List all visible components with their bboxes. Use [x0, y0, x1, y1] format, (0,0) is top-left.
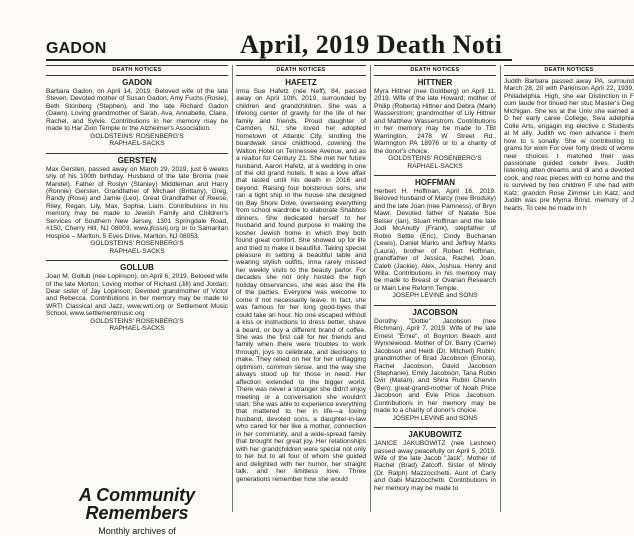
column-label: DEATH NOTICES: [236, 65, 366, 76]
notice-divider: [46, 153, 228, 154]
running-head: GADON: [46, 40, 107, 57]
notice-body: Irma Sue Hafetz (née Neff), 84, passed away on April 10th, 2019, surrounded by children and grandchildren. She was a lifelong center of gravity for the life of her family and friends. Proud daughter of Camden, NJ, she loved her adopted hometown of Atlantic City, strolling the boardwalk since childhood, cowning the Walton Hotel on Tennessee Avenue, and as a realtor for Century 21. She met her future husband, Aaron Hafetz, at a wedding in one of the old grand hotels. It was a love affair that lasted until his death in 2016 and beyond. Raising four boisterous sons, she ran a tight ship in the house she designed on Bay Shore Drive, overseeing everything from school wardrobe to elaborate Shabbos dinners. She dedicated herself to her husband and found purpose in making the kosher Jewish home in which they both found great comfort. She showed up for life and tried to make it beautiful. Taking special pleasure in setting a beautiful table and wearing stylish outfits, Irma rarely missed her weekly visits to the beauty parlor. For decades she not only hosted the high holiday observances, she was also the life of the parties. Everyone was welcome to come if not necessarily leave. In fact, she was famous for her long good-byes that could take an hour. No one escaped without a kiss or instructions to dress better, shave a beard, or buy a different brand of coffee. She was the first call for her friends and family when there were troubles to work through, joys to celebrate, and decisions to make. They relied on her for her unflagging optimism, common sense, and the way she always stood up for those in need. Her affection extended to the bigger world. There was never a stranger she didn't enjoy meeting or a conversation she wouldn't start. She was able to experience everything that mattered to her in life—a loving husband, devoted sons, a daughter-in-law who cared for her like a mother, connection in her community, and a wide-spread family that brought her great joy. Her relationships with her grandchildren were special not only to her but to all four of whom she guided and delighted with her humor, her straight talk, and her limitless love. Three generations remember how she would: [236, 88, 366, 483]
death-notice: [46, 153, 228, 255]
funeral-home: JOSEPH LEVINE and SONS: [392, 414, 478, 422]
notice-divider: [374, 427, 496, 428]
notice-column-3: [374, 65, 496, 512]
notice-surname: JACOBSON: [412, 307, 458, 317]
funeral-home: GOLDSTEINS' ROSENBERG'S RAPHAEL-SACKS: [388, 155, 482, 170]
notice-surname: HITTNER: [417, 78, 453, 87]
notice-divider: [46, 260, 228, 261]
notice-surname: GADON: [122, 78, 152, 87]
funeral-home: GOLDSTEINS' ROSENBERG'S RAPHAEL-SACKS: [90, 317, 184, 333]
column-label: DEATH NOTICES: [374, 65, 496, 76]
death-notice: [46, 260, 228, 333]
funeral-home: JOSEPH LEVINE and SONS: [392, 292, 478, 300]
funeral-home: GOLDSTEINS' ROSENBERG'S RAPHAEL-SACKS: [90, 132, 184, 148]
death-notice: [374, 78, 496, 170]
death-notice: [46, 78, 228, 148]
notice-body: Myra Hittner (nee Goldberg) on April 11, 2019. Wife of the late Howard; mother of Philip (Roberta) Hittner and Debra (Mark) Wasserstrom; grandmother of Lily Hittner and Matthew Wasserstrom. Contributions in her memory may be made to TBI Warrington, 2478 W Street Rd., Warrington PA 18976 or to a charity of the donor's choice.: [374, 88, 496, 155]
promo-subtitle: Monthly archives of: [98, 526, 176, 536]
notice-body: JANICE JAKUBOWITZ (nee Leshner) passed away peacefully on April 5, 2019. Wife of the late Jacob "Jack". Mother of Rachel (Brad) Zatcoff. Sister of Mindy (Dr. Ralph) Mazzocchetti. Aunt of Carly and Gabi Mazzocchetti. Contributions in her memory may be made to: [374, 440, 496, 492]
notice-body: Herbert H. Hoffman, April 16, 2019. Beloved husband of Marcy (nee Brodsky) and the late Joan (nee Pamness), of Bryn Mawr. Devoted father of Natalie Sue Belser (Ian), Stuart Hoffman and the late Jodi McAnulty (Frank), stepfather of Robin Settle (Eric), Cindy Buchanan (Lewis), Daniel Marks and Jeffrey Marks (Laura), brother of Robert Hoffman, grandfather of Jessica, Rachel, Joan, Caleb (Jackie), Alex, Joshua, Henry and Willa. Contributions in his memory may be made to Breast or Ovarian Research or Main Line Reform Temple.: [374, 187, 496, 292]
notice-column-4: [504, 65, 634, 512]
notice-body: Joan M. Gollub (nee Lopinson), on April 6, 2019. Beloved wife of the late Morton; Loving mother of Richard (Jill) and Jordan; Dear sister of Jay Lopinson; Devoted grandmother of Victor and Rebecca. Contributions in her memory may be made to WRTI Classical and Jazz, www.wrti.org or Settlement Music School, www.settlementmusic.org: [46, 273, 228, 318]
column-divider: [370, 65, 371, 512]
promo-title-line-2: Remembers: [85, 503, 189, 523]
notice-surname: GERSTEN: [117, 155, 157, 165]
notice-body: Dorothy "Dottie" Jacobson (nee Richman), April 7, 2019. Wife of the late Ernest "Ernie", of Boynton Beach and Wynnewood. Mother of Dr. Barry (Carrie) Jacobson and Heidi (Dr. Mitchell) Rubin; grandmother of Brad Jacobson (Elnora), Rachel Jacobson, David Jacobson (Stephanie), Emily Jacobson, Tana Rubin Dvir (Matan), and Shira Rubin Chervin (Ben); great-grand-mother of Noah Price Jacobson and Evie Price Jacobson. Contributions in her memory may be made to a charity of donor's choice.: [374, 317, 496, 415]
column-divider: [232, 65, 233, 512]
death-notice: [236, 78, 366, 483]
funeral-home: GOLDSTEINS' ROSENBERG'S RAPHAEL-SACKS: [90, 240, 184, 255]
death-notice: [374, 175, 496, 300]
promo-title-line-1: A Community: [78, 485, 196, 505]
column-label: DEATH NOTICES: [504, 65, 634, 76]
notice-surname: HOFFMAN: [415, 177, 455, 187]
death-notice: [504, 78, 634, 212]
community-remembers-promo[interactable]: [46, 486, 228, 536]
column-label: DEATH NOTICES: [46, 65, 228, 76]
death-notice: [374, 427, 496, 492]
notice-body: Barbara Gadon, on April 14, 2019. Beloved wife of the late Steven. Devoted mother of Susan Gadon, Amy Fuchs (Rosie), Beth Stonberg (Stephen), and the late Richard Gadon (Dawn). Loving grandmother of Sarah, Ava, Annabelle, Claire, Rachel, and Sylvie. Contributions in her memory may be made to Har Zion Temple or the Alzheimer's Association.: [46, 88, 228, 133]
notice-surname: JAKUBOWITZ: [408, 430, 462, 440]
header-rule: [46, 59, 512, 61]
issue-title: April, 2019 Death Noti: [240, 30, 503, 59]
page-header: [0, 0, 512, 60]
column-divider: [500, 65, 501, 512]
notice-column-1: [46, 65, 228, 512]
notice-divider: [374, 175, 496, 176]
notice-surname: HAFETZ: [285, 78, 317, 87]
notice-body: Judith Barbara passed away PA, surround March 28, 20 with Parkinson April 22, 1939, Philadelphia. High, she ear Distinction in F cum laude fror tinued her stuc Master's Deg Michigan. She ies at the Univ she earned a D her early caree College, Swa adelphia Colle Arts, engagin ing elective c Students at M ally. Judith wc men advance i them how to s sonally. She w contributing to grams for wom For over forty dreds of wome neer choices t matched their was passionate guided celebr lives. Judith listening atten dreams and di and a devoted cook, and reac pieces with co home and the is survived by two children F she had with Katz; grandch Rose Zimmer Lin Katz; and Judith was pre Myrna Brind. memory of J hearts. To cele be made in h: [504, 78, 634, 212]
notice-divider: [374, 305, 496, 306]
notice-body: Max Gersten, passed away on March 29, 2019, just 6 weeks shy of his 100th birthday. Husband of the late Bronia (nee Mandel). Father of Roslyn (Stanley) Middleman and Harry (Ronnie) Gersten. Grandfather of Michael (Brittany), Greg, Randy (Rose) and Jamie (Leo). Great Grandfather of Reese, Riley, Regan, Lily, Max, Sophia, Liam. Contributions in his memory may be made to Jewish Family and Children's Services of Southern New Jersey, 1301 Springdale Road, #150, Cherry Hill, NJ 08003, www.jfcssnj.org or to Samaritan Hospice – Marlton, 5 Eves Drive, Marlton, NJ 08053.: [46, 165, 228, 240]
notice-column-2: [236, 65, 366, 512]
notice-surname: GOLLUB: [120, 263, 154, 273]
death-notice: [374, 305, 496, 422]
